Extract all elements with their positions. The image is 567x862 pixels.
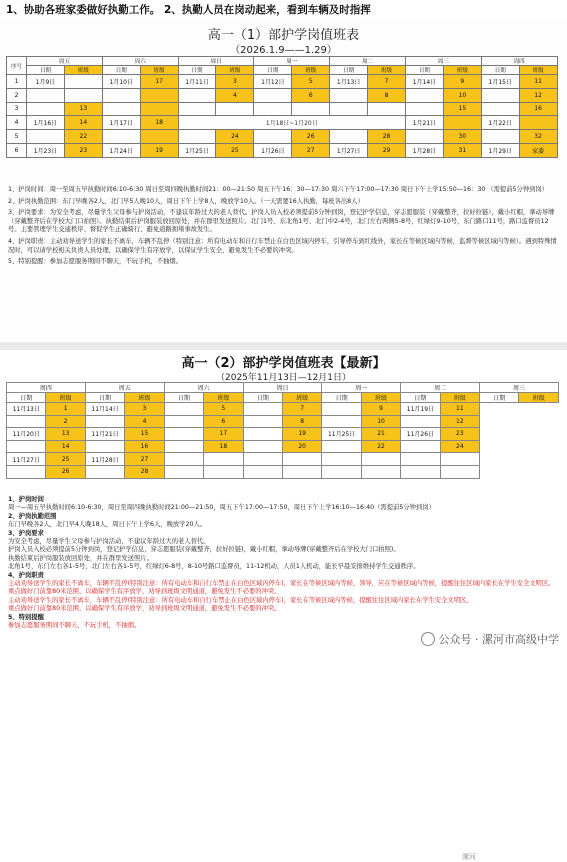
subheader-cell: 日期 <box>85 393 124 403</box>
date-cell <box>164 428 203 441</box>
subheader-cell: 班级 <box>361 393 400 403</box>
row-number: 2 <box>7 88 27 102</box>
class-cell: 15 <box>443 102 481 116</box>
class-cell <box>292 102 330 116</box>
class-cell: 3 <box>125 403 164 416</box>
subheader-cell: 班级 <box>282 393 321 403</box>
date-cell <box>401 415 440 428</box>
date-cell <box>401 440 440 453</box>
date-cell: 11月21日 <box>85 428 124 441</box>
subheader-cell: 日期 <box>481 66 519 75</box>
note-line-3a: 为安全考虑，尽量学生父母参与护岗活动，不建议年龄过大的老人替代。 <box>8 538 210 546</box>
header-cell: 周三 <box>480 383 559 393</box>
class-cell <box>361 453 400 466</box>
subheader-cell: 日期 <box>164 393 203 403</box>
date-cell <box>243 453 282 466</box>
class-cell: 2 <box>46 415 85 428</box>
class-cell: 6 <box>204 415 243 428</box>
date-cell: 11月26日 <box>401 428 440 441</box>
date-cell <box>164 453 203 466</box>
date-cell <box>243 440 282 453</box>
header-cell: 序号 <box>7 57 27 75</box>
date-cell: 1月9日 <box>27 75 65 89</box>
date-cell: 1月10日 <box>102 75 140 89</box>
date-cell <box>481 130 519 144</box>
subheader-cell: 班级 <box>140 66 178 75</box>
date-cell <box>322 465 361 478</box>
header-cell: 周二 <box>401 383 480 393</box>
subheader-cell: 班级 <box>292 66 330 75</box>
class-cell: 6 <box>292 88 330 102</box>
date-cell <box>178 130 216 144</box>
note-line-3c: 执勤结束后护岗服装放回原处，并在群里发送照片。 <box>8 554 153 562</box>
class-cell: 23 <box>64 143 102 157</box>
class-cell: 7 <box>282 403 321 416</box>
date-cell <box>164 465 203 478</box>
date-cell <box>254 88 292 102</box>
date-cell: 1月25日 <box>178 143 216 157</box>
subheader-cell: 日期 <box>7 393 46 403</box>
subheader-cell: 日期 <box>243 393 282 403</box>
document-2-subtitle: （2025年11月13日—12月1日） <box>216 373 351 383</box>
table-row <box>7 102 558 116</box>
class-cell: 23 <box>440 428 479 441</box>
header-cell: 周二 <box>330 57 406 66</box>
header-cell: 周四 <box>481 57 557 66</box>
class-cell: 10 <box>443 88 481 102</box>
class-cell <box>64 75 102 89</box>
date-cell <box>243 415 282 428</box>
duty-table-document-2 <box>0 350 567 861</box>
note-line-4d: 重点做好门前靠80米范围，以确保学生有序放学，劝导到班级文明通道，避免发生不必要的冲突。 <box>8 605 281 613</box>
class-cell: 9 <box>361 403 400 416</box>
subheader-cell: 日期 <box>330 66 368 75</box>
note-5: 5、特别提醒：参加志愿服务期间不聊天，不玩手机，不抽烟。 <box>8 258 183 266</box>
date-cell: 1月13日 <box>330 75 368 89</box>
date-cell <box>330 130 368 144</box>
row-number: 3 <box>7 102 27 116</box>
class-cell: 4 <box>125 415 164 428</box>
duty-table-document-1 <box>0 20 567 342</box>
table-row <box>7 453 559 466</box>
date-cell <box>401 465 440 478</box>
header-cell: 周五 <box>85 383 164 393</box>
class-cell: 25 <box>216 143 254 157</box>
note-1: 1、护岗时间：周一至周五早执勤时间6:10-6:30 周日至周四晚执勤时间21：00—21:50 周五下午16：30—17:30 周六下午17:00—17:30 周日下午上学15:50—16：30 （需提前5分钟到岗） <box>8 186 549 193</box>
date-cell <box>322 440 361 453</box>
date-cell <box>243 403 282 416</box>
class-cell: 30 <box>443 130 481 144</box>
note-line-1: 周一—周五早执勤时间6:10-6:30，周日至周四晚执勤时间21:00—21:50，周五下午17:00—17:50，周日下午上学16:10—16:40（需提前5分钟到岗） <box>8 504 435 512</box>
subheader-cell: 日期 <box>401 393 440 403</box>
header-cell: 周四 <box>7 383 86 393</box>
date-cell: 11月20日 <box>7 428 46 441</box>
class-cell: 11 <box>440 403 479 416</box>
table-row <box>7 415 559 428</box>
subheader-cell: 日期 <box>254 66 292 75</box>
subheader-cell: 班级 <box>64 66 102 75</box>
date-cell <box>405 130 443 144</box>
class-cell: 31 <box>443 143 481 157</box>
date-cell: 11月28日 <box>85 453 124 466</box>
date-cell <box>330 102 368 116</box>
date-cell <box>401 453 440 466</box>
header-cell: 周三 <box>405 57 481 66</box>
class-cell: 29 <box>368 143 406 157</box>
note-2: 2、护岗执勤范围：东门早晚各2人，北门早5人晚10人，周日下午上学8人，晚放学10人。（一天需要16人执勤，每班各出8人） <box>8 197 364 205</box>
class-cell: 9 <box>443 75 481 89</box>
date-cell: 1月15日 <box>481 75 519 89</box>
wechat-icon <box>421 632 435 646</box>
date-cell: 1月23日 <box>27 143 65 157</box>
date-cell <box>322 403 361 416</box>
class-cell: 24 <box>216 130 254 144</box>
class-cell: 10 <box>361 415 400 428</box>
class-cell <box>140 88 178 102</box>
subheader-cell: 班级 <box>443 66 481 75</box>
header-row <box>7 57 558 66</box>
watermark-small: 漯河 <box>462 853 476 861</box>
class-cell: 7 <box>368 75 406 89</box>
date-cell <box>178 102 216 116</box>
class-cell: 15 <box>125 428 164 441</box>
date-cell <box>322 415 361 428</box>
subheader-cell: 班级 <box>440 393 479 403</box>
date-cell <box>164 415 203 428</box>
class-cell: 27 <box>125 453 164 466</box>
class-cell <box>443 116 481 130</box>
note-line-4a: 主动劝导送学生的家长不离车，车辆不乱停(特别注意：所有电动车和自行车禁止在白色区域内停车)，家长在等候区域内等候，领导，应在等候区域内等候，提醒往往区域内家长在学生安全文明区。 <box>8 580 555 588</box>
table-row <box>7 75 558 89</box>
date-cell <box>405 102 443 116</box>
date-cell: 1月16日 <box>27 116 65 130</box>
date-cell <box>85 440 124 453</box>
date-cell <box>7 415 46 428</box>
subheader-cell: 班级 <box>125 393 164 403</box>
subheader-cell: 班级 <box>519 66 557 75</box>
class-cell <box>140 102 178 116</box>
note-4: 4、护岗职责：主动劝导送学生的家长不离车，车辆不乱停（特别注意：所有电动车和自行车禁止在白色区域内停车，引导停车到红线外，家长在等候区域内等候，监督等候区域内等候）。遇到特殊情况时，可以请学校相关负责人员处理，以确保学生有序放学，以保证学生安全，避免发生不必要的冲突。 <box>8 237 557 254</box>
note-line-2: 东门早晚各2人，北门早4人晚18人，周日下午上学6人，晚放学20人。 <box>8 521 207 529</box>
date-cell: 1月21日 <box>405 116 443 130</box>
class-cell: 1 <box>46 403 85 416</box>
class-cell: 18 <box>140 116 178 130</box>
class-cell: 12 <box>440 415 479 428</box>
date-cell <box>27 130 65 144</box>
document-1-notes <box>8 186 558 270</box>
class-cell: 22 <box>361 440 400 453</box>
date-cell <box>330 88 368 102</box>
class-cell: 17 <box>140 75 178 89</box>
table-row <box>7 465 559 478</box>
class-cell: 28 <box>368 130 406 144</box>
class-cell <box>368 102 406 116</box>
table-row <box>7 440 559 453</box>
note-line-5: 参加志愿服务期间不聊天，不玩手机，不抽烟。 <box>8 622 141 630</box>
header-cell: 周一 <box>254 57 330 66</box>
class-cell: 20 <box>282 440 321 453</box>
duty-table-1 <box>6 56 558 158</box>
date-cell <box>27 88 65 102</box>
class-cell: 5 <box>204 403 243 416</box>
class-cell: 26 <box>292 130 330 144</box>
row-number: 4 <box>7 116 27 130</box>
note-line-3b: 护岗人员入校必须提前5分钟到岗，登记护学信息，穿志愿服装(穿戴整齐，拉好拉链)，戴小红帽，拿动导牌(穿戴整齐后在学校大门口拍照)。 <box>8 546 400 554</box>
subheader-cell: 日期 <box>322 393 361 403</box>
class-cell: 26 <box>46 465 85 478</box>
header-cell: 周日 <box>243 383 322 393</box>
class-cell <box>361 465 400 478</box>
class-cell: 8 <box>282 415 321 428</box>
date-cell: 1月12日 <box>254 75 292 89</box>
subheader-cell: 日期 <box>480 393 519 403</box>
duty-table-2 <box>6 382 559 479</box>
date-cell <box>243 428 282 441</box>
class-cell <box>282 453 321 466</box>
date-cell <box>254 102 292 116</box>
class-cell: 19 <box>140 143 178 157</box>
subheader-cell: 班级 <box>204 393 243 403</box>
date-cell: 1月27日 <box>330 143 368 157</box>
subheader-cell: 班级 <box>46 393 85 403</box>
note-3: 3、护岗要求：为安全考虑，尽量学生父母参与护岗活动，不建议年龄过大的老人替代。护岗人员入校必须提前5分钟到岗，登记护学信息，穿志愿服装（穿戴整齐，拉好拉链），戴小红帽，拿动导牌（穿戴整齐后在学校大门口拍照）。执勤结束后护岗服装放回原处，并在群里发送照片。北门1号、东北角1号、北门中2-4号，北门左右两侧5-8号，红绿灯9-10号，东门路口11号，路口监督员12号。主要管理学生交通秩序、督促学生正确骑行、避免道路拥堵事故发生。 <box>8 209 555 234</box>
class-cell: 17 <box>204 428 243 441</box>
date-cell <box>27 102 65 116</box>
date-cell: 11月13日 <box>7 403 46 416</box>
date-cell: 1月17日 <box>102 116 140 130</box>
class-cell: 27 <box>292 143 330 157</box>
top-banner: 1、协助各班家委做好执勤工作。 2、执勤人员在岗动起来，看到车辆及时指挥 <box>0 0 567 20</box>
note-heading-2: 2、护岗执勤范围 <box>8 512 57 520</box>
date-cell: 1月24日 <box>102 143 140 157</box>
date-cell: 11月14日 <box>85 403 124 416</box>
subheader-cell: 日期 <box>178 66 216 75</box>
class-cell: 22 <box>64 130 102 144</box>
class-cell: 16 <box>125 440 164 453</box>
document-2-title: 高一（2）部护学岗值班表【最新】 <box>181 356 386 371</box>
document-1-title: 高一（1）部护学岗值班表 <box>207 28 360 43</box>
date-cell: 1月29日 <box>481 143 519 157</box>
table-row <box>7 130 558 144</box>
class-cell: 家委 <box>519 143 557 157</box>
date-cell: 11月25日 <box>322 428 361 441</box>
date-cell <box>164 440 203 453</box>
date-cell <box>254 130 292 144</box>
date-cell: 11月19日 <box>401 403 440 416</box>
header-cell: 周五 <box>27 57 103 66</box>
date-cell: 1月28日 <box>405 143 443 157</box>
header-row <box>7 383 559 393</box>
header-cell: 周六 <box>102 57 178 66</box>
class-cell: 11 <box>519 75 557 89</box>
subheader-cell: 日期 <box>405 66 443 75</box>
class-cell: 16 <box>519 102 557 116</box>
table-row <box>7 116 558 130</box>
note-line-3d: 北角1号、东门左右各1-5号，北门左右各1-5号，红绿灯6-8号，8-10号路口监督员，11-12机动，人员1人机动，能长早晨安排维持学生交通秩序。 <box>8 563 420 571</box>
note-heading-5: 5、特别提醒 <box>8 613 44 621</box>
date-cell: 1月22日 <box>481 116 519 130</box>
date-cell <box>178 88 216 102</box>
note-heading-3: 3、护岗要求 <box>8 529 44 537</box>
date-cell: 1月26日 <box>254 143 292 157</box>
class-cell: 8 <box>368 88 406 102</box>
date-cell <box>102 88 140 102</box>
date-cell <box>243 465 282 478</box>
class-cell <box>216 102 254 116</box>
document-1-subtitle: （2026.1.9——1.29） <box>230 45 337 56</box>
class-cell: 28 <box>125 465 164 478</box>
table-row <box>7 428 559 441</box>
date-cell: 1月11日 <box>178 75 216 89</box>
class-cell <box>204 465 243 478</box>
note-heading-4: 4、护岗职责 <box>8 571 44 579</box>
class-cell: 24 <box>440 440 479 453</box>
class-cell: 14 <box>64 116 102 130</box>
table-row <box>7 88 558 102</box>
date-cell <box>405 88 443 102</box>
table-row <box>7 403 559 416</box>
header-cell: 周一 <box>322 383 401 393</box>
class-cell: 19 <box>282 428 321 441</box>
class-cell <box>140 130 178 144</box>
row-number: 5 <box>7 130 27 144</box>
date-cell <box>322 453 361 466</box>
table-row <box>7 143 558 157</box>
note-heading-1: 1、护岗时间 <box>8 496 44 503</box>
header-cell: 周日 <box>178 57 254 66</box>
date-cell <box>7 465 46 478</box>
class-cell: 12 <box>519 88 557 102</box>
date-cell <box>102 102 140 116</box>
merged-cell: 1月18日~1月20日 <box>178 116 405 130</box>
date-cell <box>85 465 124 478</box>
class-cell: 14 <box>46 440 85 453</box>
subheader-row <box>7 66 558 75</box>
class-cell: 32 <box>519 130 557 144</box>
class-cell: 18 <box>204 440 243 453</box>
subheader-cell: 班级 <box>519 393 559 403</box>
date-cell <box>102 130 140 144</box>
row-number: 6 <box>7 143 27 157</box>
class-cell <box>440 465 479 478</box>
class-cell <box>282 465 321 478</box>
date-cell <box>481 102 519 116</box>
class-cell: 3 <box>216 75 254 89</box>
note-line-4c: 主动劝导送学生的家长不离车，车辆不乱停(特别注意：所有电动车和自行车禁止在白色区域内停车)，家长在等候区域内等候，提醒往往区域内家长在学生安全文明区。 <box>8 596 473 604</box>
subheader-row <box>7 393 559 403</box>
date-cell <box>164 403 203 416</box>
watermark: 公众号 · 漯河市高级中学 <box>421 631 560 647</box>
document-2-notes <box>8 496 558 631</box>
note-line-4b: 重点做好门前靠80米范围，以确保学生有序放学，劝导到班级文明通道，避免发生不必要的冲突。 <box>8 588 281 596</box>
header-cell: 周六 <box>164 383 243 393</box>
date-cell <box>85 415 124 428</box>
subheader-cell: 日期 <box>27 66 65 75</box>
class-cell <box>440 453 479 466</box>
class-cell: 13 <box>64 102 102 116</box>
date-cell: 11月27日 <box>7 453 46 466</box>
class-cell: 21 <box>361 428 400 441</box>
date-cell: 1月14日 <box>405 75 443 89</box>
row-number: 1 <box>7 75 27 89</box>
date-cell <box>7 440 46 453</box>
class-cell <box>204 453 243 466</box>
subheader-cell: 班级 <box>368 66 406 75</box>
class-cell: 13 <box>46 428 85 441</box>
class-cell: 25 <box>46 453 85 466</box>
divider <box>0 342 567 350</box>
class-cell: 4 <box>216 88 254 102</box>
class-cell: 5 <box>292 75 330 89</box>
class-cell <box>519 116 557 130</box>
class-cell <box>64 88 102 102</box>
date-cell <box>481 88 519 102</box>
subheader-cell: 班级 <box>216 66 254 75</box>
subheader-cell: 日期 <box>102 66 140 75</box>
